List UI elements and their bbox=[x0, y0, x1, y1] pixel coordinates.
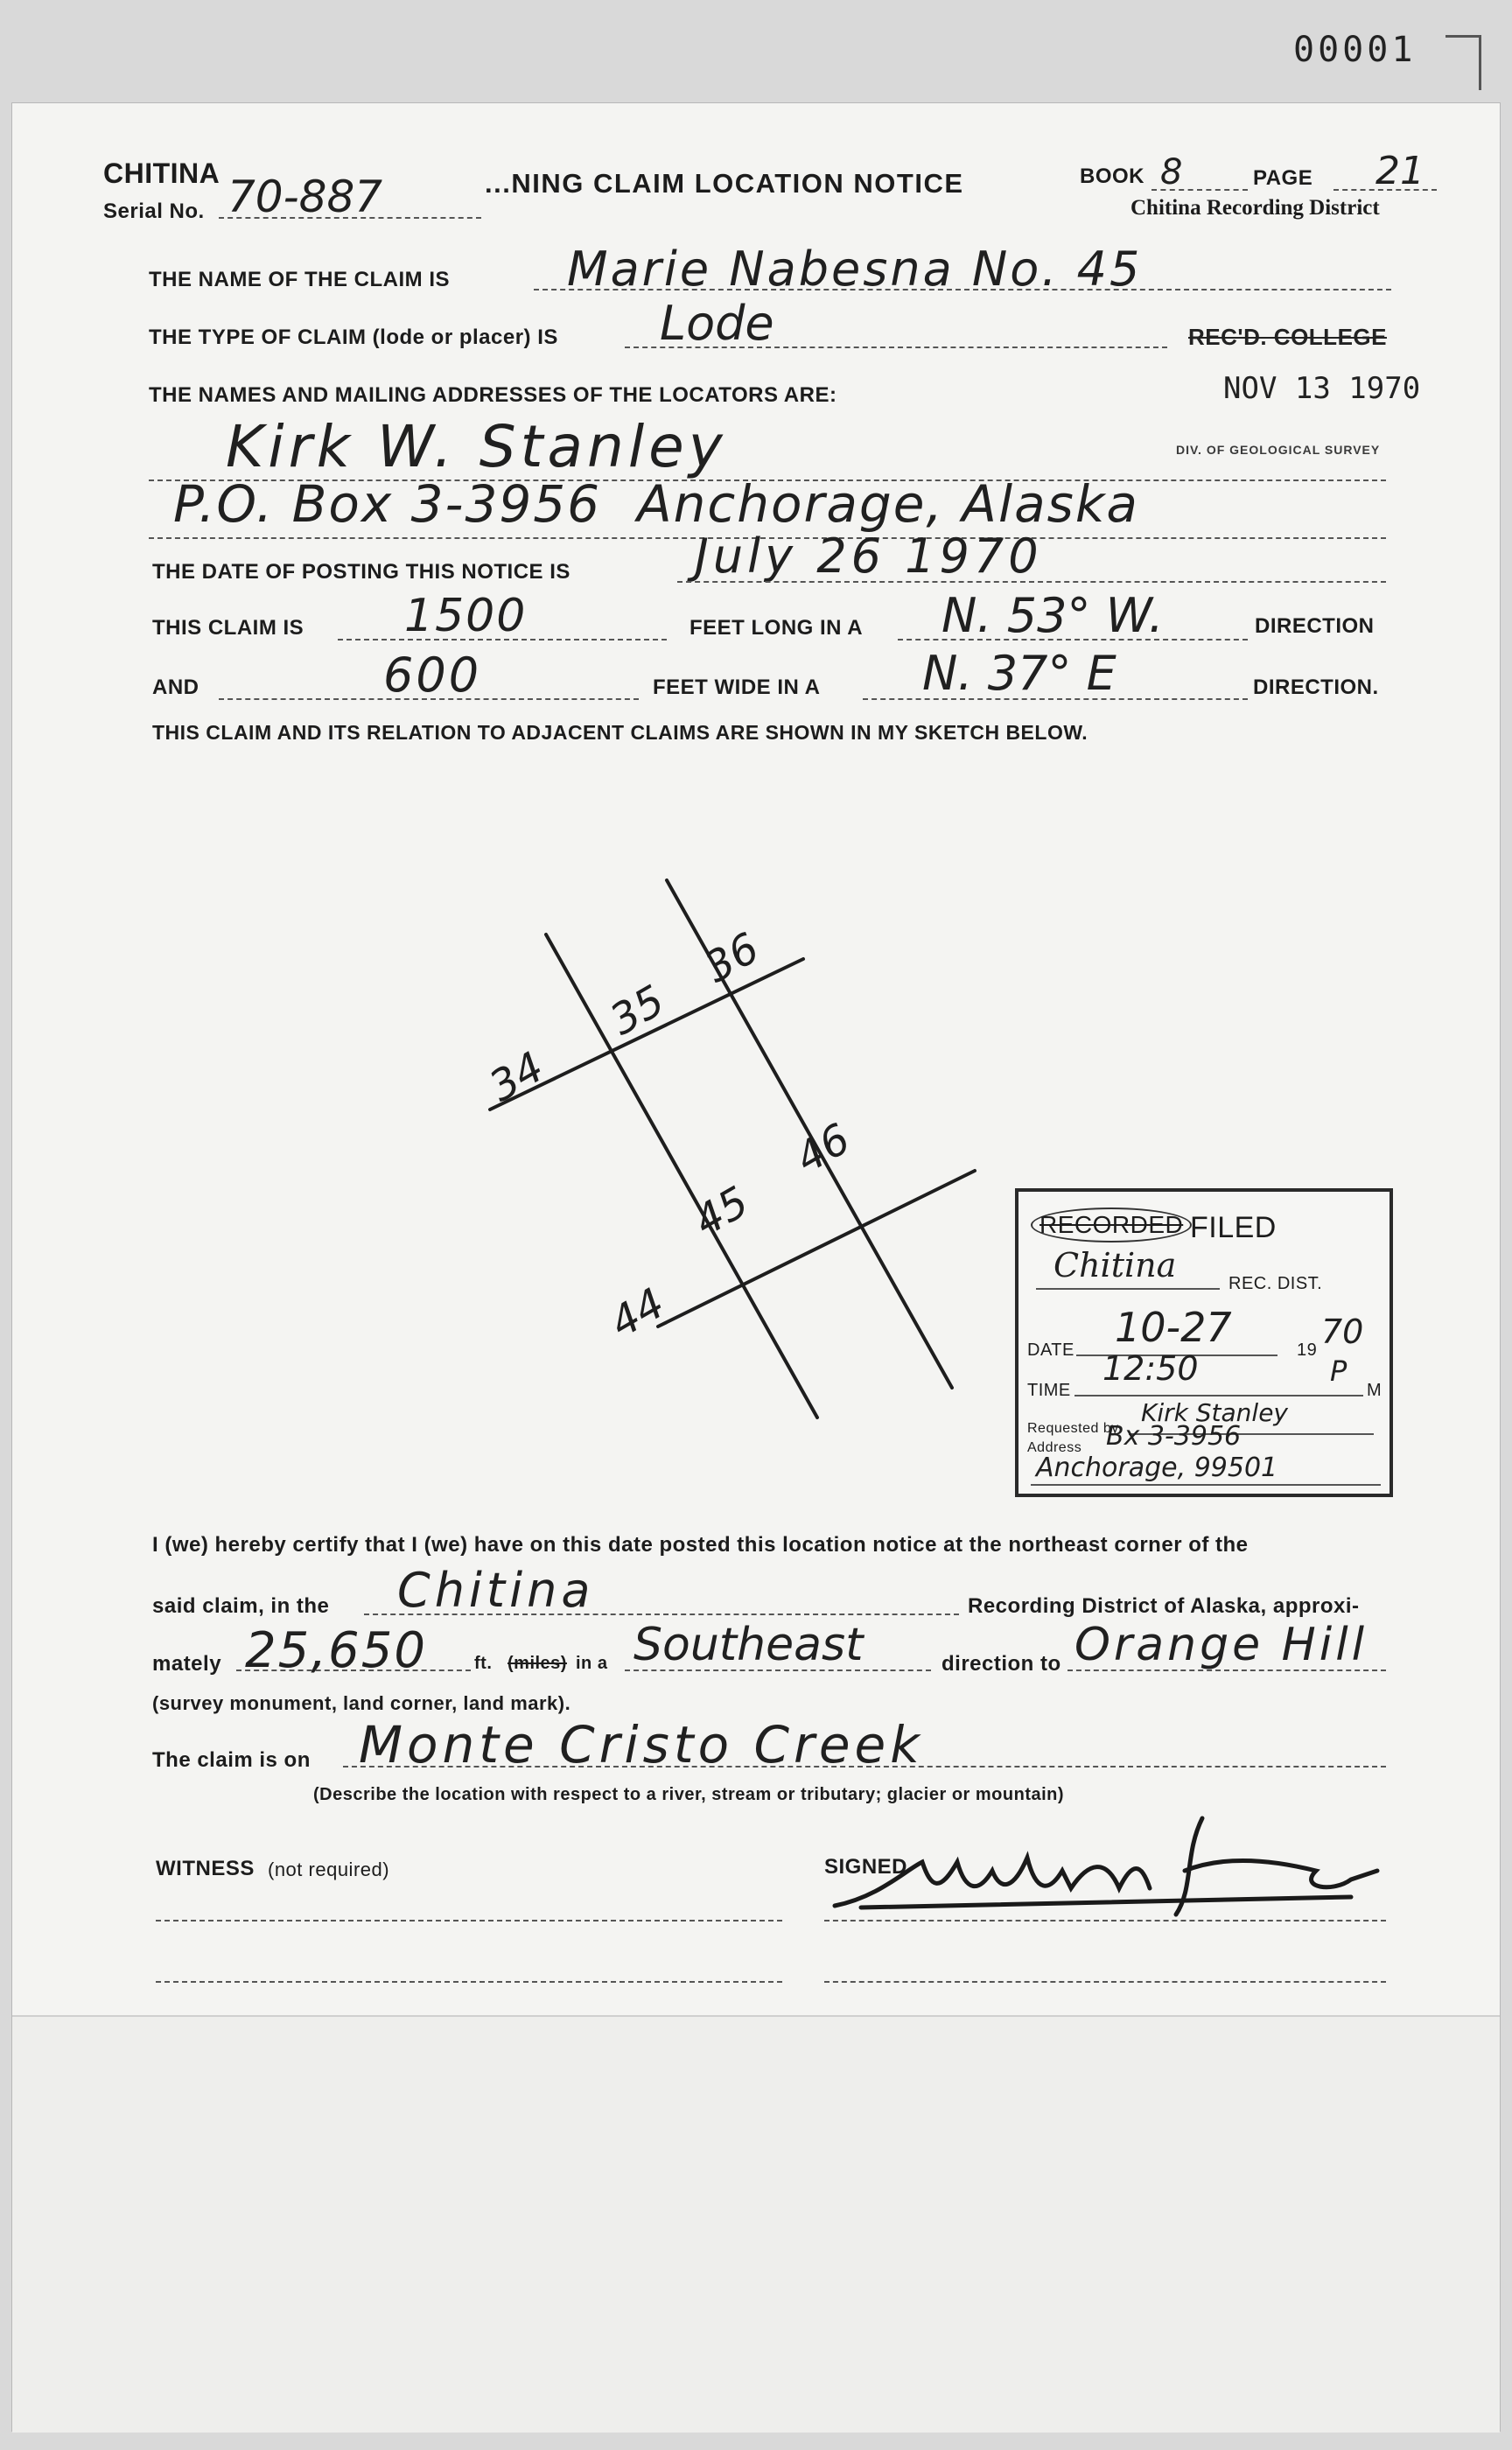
filed-stamp-date-label: DATE bbox=[1027, 1340, 1074, 1360]
sketch-label-46: 46 bbox=[788, 1114, 858, 1184]
filed-stamp-time-m: M bbox=[1367, 1381, 1382, 1400]
filed-stamp-address-value-1: Bx 3-3956 bbox=[1106, 1421, 1242, 1452]
filed-stamp-year-value: 70 bbox=[1321, 1312, 1364, 1351]
cert-district-line bbox=[364, 1614, 959, 1615]
filed-stamp-district: Chitina bbox=[1054, 1246, 1177, 1284]
posting-date-value: July 26 1970 bbox=[695, 528, 1043, 584]
filed-stamp-requested-value: Kirk Stanley bbox=[1141, 1398, 1288, 1427]
filed-stamp-rec-dist: REC. DIST. bbox=[1228, 1274, 1323, 1293]
claim-name-line bbox=[534, 289, 1391, 290]
cert-line2-b: Recording District of Alaska, approxi- bbox=[968, 1594, 1360, 1618]
cert-landmark-value: Orange Hill bbox=[1074, 1619, 1368, 1671]
notice-sheet bbox=[12, 103, 1500, 2431]
filed-stamp bbox=[1015, 1188, 1393, 1497]
cert-distance-line bbox=[236, 1670, 471, 1671]
filed-stamp-time-label: TIME bbox=[1027, 1381, 1071, 1400]
sketch-label-36: 36 bbox=[696, 923, 767, 993]
witness-note: (not required) bbox=[268, 1858, 390, 1880]
corner-bracket bbox=[1446, 35, 1481, 90]
width-direction: N. 37° E bbox=[922, 646, 1116, 701]
signature-mark bbox=[826, 1810, 1404, 1923]
claim-on-line bbox=[343, 1766, 1386, 1768]
describe-note: (Describe the location with respect to a river, stream or tributary; glacier or mountain) bbox=[313, 1785, 1065, 1804]
district-label: CHITINA bbox=[103, 158, 220, 189]
serial-value: 70-887 bbox=[228, 172, 383, 222]
recording-district-label: Chitina Recording District bbox=[1130, 196, 1380, 220]
signed-line-2 bbox=[824, 1981, 1386, 1983]
filed-stamp-filed: FILED bbox=[1190, 1211, 1277, 1244]
lower-blank-area bbox=[12, 2015, 1500, 2432]
witness-line-2 bbox=[156, 1981, 782, 1983]
serial-label: Serial No. bbox=[103, 200, 205, 223]
witness-label: WITNESS bbox=[156, 1857, 255, 1880]
corner-number: 00001 bbox=[1293, 30, 1417, 70]
filed-stamp-time-value: 12:50 bbox=[1102, 1349, 1199, 1388]
width-value: 600 bbox=[383, 648, 482, 703]
locator-address: P.O. Box 3-3956 Anchorage, Alaska bbox=[173, 474, 1139, 534]
book-value: 8 bbox=[1160, 152, 1183, 192]
sketch-label-35: 35 bbox=[602, 976, 673, 1046]
book-label: BOOK bbox=[1080, 164, 1144, 188]
filed-stamp-requested-label: Requested by bbox=[1027, 1421, 1119, 1436]
length-value: 1500 bbox=[404, 590, 528, 642]
sketch-label-45: 45 bbox=[686, 1177, 757, 1247]
filed-stamp-address-line bbox=[1031, 1484, 1381, 1486]
sketch-label-44: 44 bbox=[602, 1278, 673, 1348]
received-stamp-line3: DIV. OF GEOLOGICAL SURVEY bbox=[1176, 443, 1381, 457]
sketch-line-c bbox=[546, 934, 817, 1418]
length-direction-line bbox=[898, 639, 1248, 640]
claim-name-label: THE NAME OF THE CLAIM IS bbox=[149, 268, 450, 291]
filed-stamp-district-line bbox=[1036, 1288, 1220, 1290]
cert-line3-miles: (miles) bbox=[508, 1654, 567, 1673]
cert-district-value: Chitina bbox=[397, 1563, 595, 1618]
length-label-c: DIRECTION bbox=[1255, 614, 1375, 638]
cert-direction-line bbox=[625, 1670, 931, 1671]
received-stamp-line1: REC'D. COLLEGE bbox=[1188, 324, 1387, 350]
cert-line3-b: ft. bbox=[474, 1654, 493, 1673]
width-direction-line bbox=[863, 698, 1248, 700]
page-line bbox=[1334, 189, 1437, 191]
claim-type-line bbox=[625, 346, 1167, 348]
cert-line4: (survey monument, land corner, land mark). bbox=[152, 1692, 571, 1714]
filed-stamp-address-label: Address bbox=[1027, 1440, 1082, 1455]
cert-direction-value: Southeast bbox=[634, 1619, 864, 1671]
filed-stamp-time-line bbox=[1074, 1395, 1363, 1396]
filed-stamp-time-ampm: P bbox=[1330, 1354, 1348, 1388]
witness-line-1 bbox=[156, 1920, 782, 1922]
width-label-a: AND bbox=[152, 676, 200, 699]
sketch-label-34: 34 bbox=[481, 1042, 552, 1112]
signature bbox=[826, 1810, 1404, 1923]
serial-line bbox=[219, 217, 481, 219]
cert-line2-a: said claim, in the bbox=[152, 1594, 330, 1618]
received-stamp-date: NOV 13 1970 bbox=[1223, 371, 1421, 406]
filed-stamp-recorded: RECORDED bbox=[1031, 1208, 1192, 1242]
cert-landmark-line bbox=[1068, 1670, 1386, 1671]
locators-label: THE NAMES AND MAILING ADDRESSES OF THE LOCATORS ARE: bbox=[149, 383, 837, 407]
cert-line3-d: direction to bbox=[942, 1652, 1061, 1676]
sketch-label: THIS CLAIM AND ITS RELATION TO ADJACENT CLAIMS ARE SHOWN IN MY SKETCH BELOW. bbox=[152, 721, 1088, 744]
cert-line1: I (we) hereby certify that I (we) have on this date posted this location notice at the northeast corner of the bbox=[152, 1533, 1249, 1557]
length-value-line bbox=[338, 639, 667, 640]
claim-type-label: THE TYPE OF CLAIM (lode or placer) IS bbox=[149, 326, 558, 349]
filed-stamp-address-value-2: Anchorage, 99501 bbox=[1036, 1452, 1278, 1483]
claim-name-value: Marie Nabesna No. 45 bbox=[567, 242, 1143, 297]
cert-distance-value: 25,650 bbox=[245, 1622, 427, 1679]
claim-type-value: Lode bbox=[660, 296, 774, 351]
page-value: 21 bbox=[1376, 149, 1424, 193]
claim-on-label: The claim is on bbox=[152, 1748, 311, 1772]
claim-sketch bbox=[450, 847, 1010, 1477]
posting-date-line bbox=[677, 581, 1386, 583]
width-label-b: FEET WIDE IN A bbox=[653, 676, 821, 699]
width-value-line bbox=[219, 698, 639, 700]
filed-stamp-date-value: 10-27 bbox=[1115, 1304, 1232, 1351]
cert-line3-a: mately bbox=[152, 1652, 222, 1676]
length-label-b: FEET LONG IN A bbox=[690, 616, 864, 640]
book-line bbox=[1152, 189, 1248, 191]
length-label-a: THIS CLAIM IS bbox=[152, 616, 304, 640]
page-label: PAGE bbox=[1253, 166, 1313, 190]
locator-name: Kirk W. Stanley bbox=[226, 413, 727, 480]
cert-line3-c: in a bbox=[576, 1654, 608, 1673]
signed-label: SIGNED bbox=[824, 1855, 908, 1879]
filed-stamp-year-prefix: 19 bbox=[1297, 1340, 1318, 1360]
notice-title: ...NING CLAIM LOCATION NOTICE bbox=[485, 168, 964, 199]
claim-on-value: Monte Cristo Creek bbox=[359, 1715, 924, 1774]
width-label-c: DIRECTION. bbox=[1253, 676, 1379, 699]
posting-date-label: THE DATE OF POSTING THIS NOTICE IS bbox=[152, 560, 570, 584]
length-direction: N. 53° W. bbox=[942, 588, 1164, 643]
